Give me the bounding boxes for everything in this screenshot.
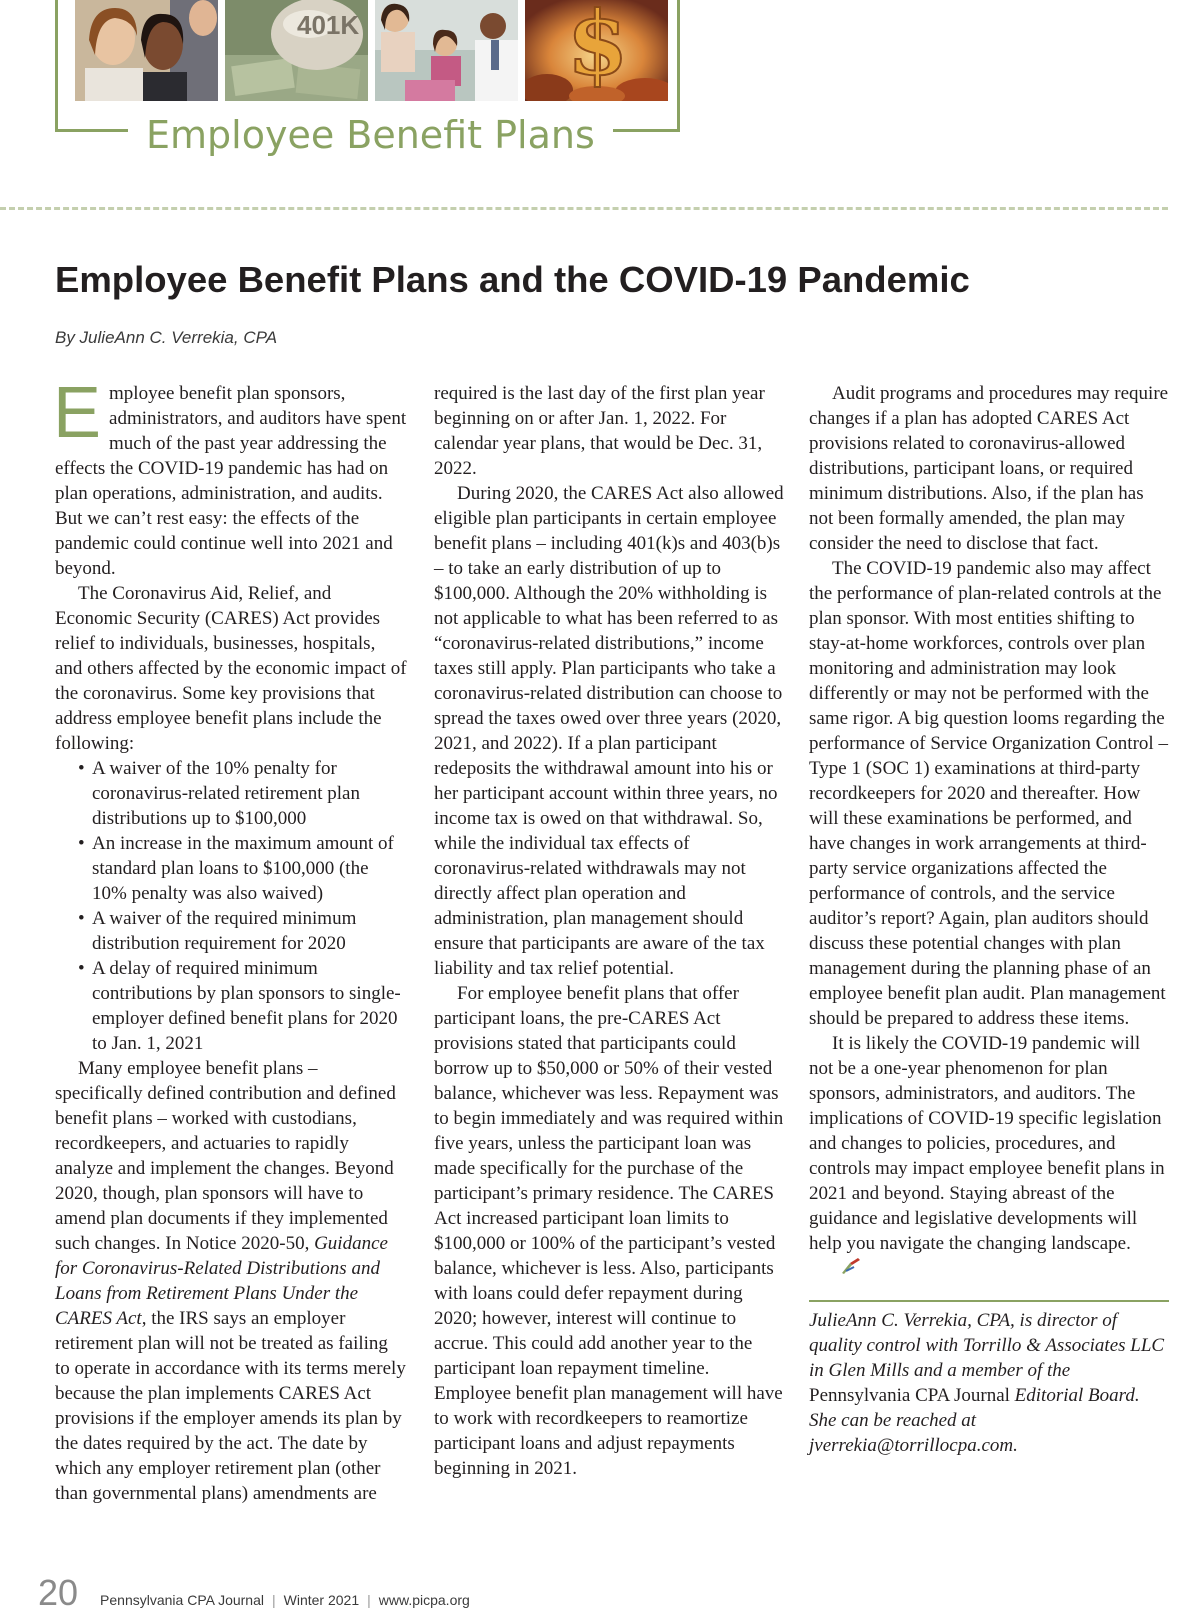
401k-label: 401K — [297, 10, 360, 40]
paragraph: The Coronavirus Aid, Relief, and Economic Security (CARES) Act provides relief to individuals, businesses, hospitals, and others affected by the economic impact of the coronavirus. Some key provisions that address employee benefit plans include the following: — [55, 583, 407, 754]
provisions-list — [55, 756, 407, 1056]
bio-text: JulieAnn C. Verrekia, CPA, is director of quality control with Torrillo & Associates LLC in Glen Mills and a member of the — [809, 1310, 1165, 1382]
dashed-divider — [0, 207, 1168, 210]
article-headline: Employee Benefit Plans and the COVID-19 Pandemic — [55, 259, 970, 300]
page-number: 20 — [38, 1572, 79, 1613]
paragraph: Audit programs and procedures may require changes if a plan has adopted CARES Act provisions related to coronavirus-allowed distributions, participant loans, or required minimum distributions. Also, if the plan has not been formally amended, the plan may consider the need to disclose that fact. — [809, 383, 1169, 554]
401k-egg-photo — [225, 0, 368, 101]
dollar-sign-photo — [525, 0, 668, 101]
doctor-family-photo — [375, 0, 518, 101]
paragraph-text: It is likely the COVID-19 pandemic will not be a one-year phenomenon for plan sponsors, administrators, and auditors. The implications of COVID-19 specific legislation and changes to policies, procedures, and controls may impact employee benefit plans in 2021 and beyond. Staying abreast of the guidance and legislative developments will help you navigate the changing landscape. — [809, 1033, 1165, 1254]
paragraph: The COVID-19 pandemic also may affect the performance of plan-related controls at the plan sponsor. With most entities shifting to stay-at-home workforces, controls over plan monitoring and administration may look differently or may not be performed with the same rigor. A big question looms regarding the performance of Service Organization Control – Type 1 (SOC 1) examinations at third-party recordkeepers for 2020 and thereafter. How will these examinations be performed, and have changes in work arrangements at third-party service organizations affected the performance of controls, and the service auditor’s report? Again, plan auditors should discuss these potential changes with plan management during the planning phase of an employee benefit plan audit. Plan management should be prepared to address these items. — [809, 558, 1168, 1029]
footer-separator: | — [367, 1592, 371, 1608]
footer-journal: Pennsylvania CPA Journal — [100, 1592, 264, 1608]
paragraph-text: Many employee benefit plans – specifically defined contribution and defined benefit plans – worked with custodians, recordkeepers, and actuaries to rapidly analyze and implement the changes. Beyond 2020, though, plan sponsors will have to amend plan documents if they implemented such changes. In Notice 2020-50, — [55, 1058, 396, 1254]
bio-text: Editorial Board. She can be reached at jverrekia@torrillocpa.com. — [809, 1385, 1140, 1457]
people-photo — [75, 0, 218, 101]
list-item: • An increase in the maximum amount of standard plan loans to $100,000 (the 10% penalty was also waived) — [78, 831, 407, 906]
paragraph: required is the last day of the first plan year beginning on or after Jan. 1, 2022. For calendar year plans, that would be Dec. 31, 2022. — [434, 383, 765, 479]
list-item: • A waiver of the required minimum distribution requirement for 2020 — [78, 906, 407, 956]
article-column-3 — [809, 381, 1169, 1458]
dollar-sign-label: $ — [567, 0, 629, 95]
footer-url-link[interactable]: www.picpa.org — [378, 1592, 470, 1608]
list-item: • A waiver of the 10% penalty for coronavirus-related retirement plan distributions up to $100,000 — [78, 756, 407, 831]
header-photo-strip — [75, 0, 668, 101]
bio-divider — [809, 1300, 1169, 1302]
article-byline: By JulieAnn C. Verrekia, CPA — [55, 328, 278, 347]
article-column-1 — [53, 373, 407, 1506]
author-bio — [809, 1308, 1169, 1458]
drop-cap: E — [53, 373, 102, 453]
journal-name: Pennsylvania CPA Journal — [809, 1385, 1010, 1407]
pen-end-mark-icon — [817, 1257, 862, 1282]
footer-separator: | — [272, 1592, 276, 1608]
paragraph — [53, 373, 407, 581]
paragraph — [55, 1056, 407, 1506]
paragraph: For employee benefit plans that offer participant loans, the pre-CARES Act provisions stated that participants could borrow up to $50,000 or 50% of their vested balance, whichever was less. Repayment was to begin immediately and was required within five years, unless the participant loan was made specifically for the purchase of the participant’s primary residence. The CARES Act increased participant loan limits to $100,000 or 100% of the participant’s vested balance, whichever is less. Also, participants with loans could defer repayment during 2020; however, interest will continue to accrue. This could add another year to the participant loan repayment timeline. Employee benefit plan management will have to work with recordkeepers to reamortize participant loans and adjust repayments beginning in 2021. — [434, 983, 784, 1479]
footer-issue: Winter 2021 — [283, 1592, 360, 1608]
paragraph: During 2020, the CARES Act also allowed eligible plan participants in certain employee benefit plans – including 401(k)s and 403(b)s – to take an early distribution of up to $100,000. Although the 20% withholding is not applicable to what has been referred to as “coronavirus-related distributions,” income taxes still apply. Plan participants who take a coronavirus-related distribution can choose to spread the taxes owed over three years (2020, 2021, and 2022). If a plan participant redeposits the withdrawal amount into his or her participant account within three years, no income tax is owed on that withdrawal. So, while the individual tax effects of coronavirus-related withdrawals may not directly affect plan operation and administration, plan management should ensure that participants are aware of the tax liability and tax relief potential. — [434, 483, 784, 979]
notice-title: Guidance for Coronavirus-Related Distributions and Loans from Retirement Plans Under the CARES Act — [55, 1233, 388, 1329]
paragraph-text: mployee benefit plan sponsors, administrators, and auditors have spent much of the past year addressing the effects the COVID-19 pandemic has had on plan operations, administration, and audits. But we can’t rest easy: the effects of the pandemic could continue well into 2021 and beyond. — [55, 383, 407, 579]
article-column-2 — [434, 381, 786, 1481]
page-footer — [38, 1572, 470, 1614]
section-title: Employee Benefit Plans — [128, 112, 613, 158]
paragraph — [809, 1031, 1169, 1282]
list-item: • A delay of required minimum contributions by plan sponsors to single-employer defined benefit plans for 2020 to Jan. 1, 2021 — [78, 956, 407, 1056]
paragraph-text: , the IRS says an employer retirement plan will not be treated as failing to operate in accordance with its terms merely because the plan implements CARES Act provisions if the employer amends its plan by the dates required by the act. The date by which any employer retirement plan (other than governmental plans) amendments are — [55, 1308, 406, 1504]
